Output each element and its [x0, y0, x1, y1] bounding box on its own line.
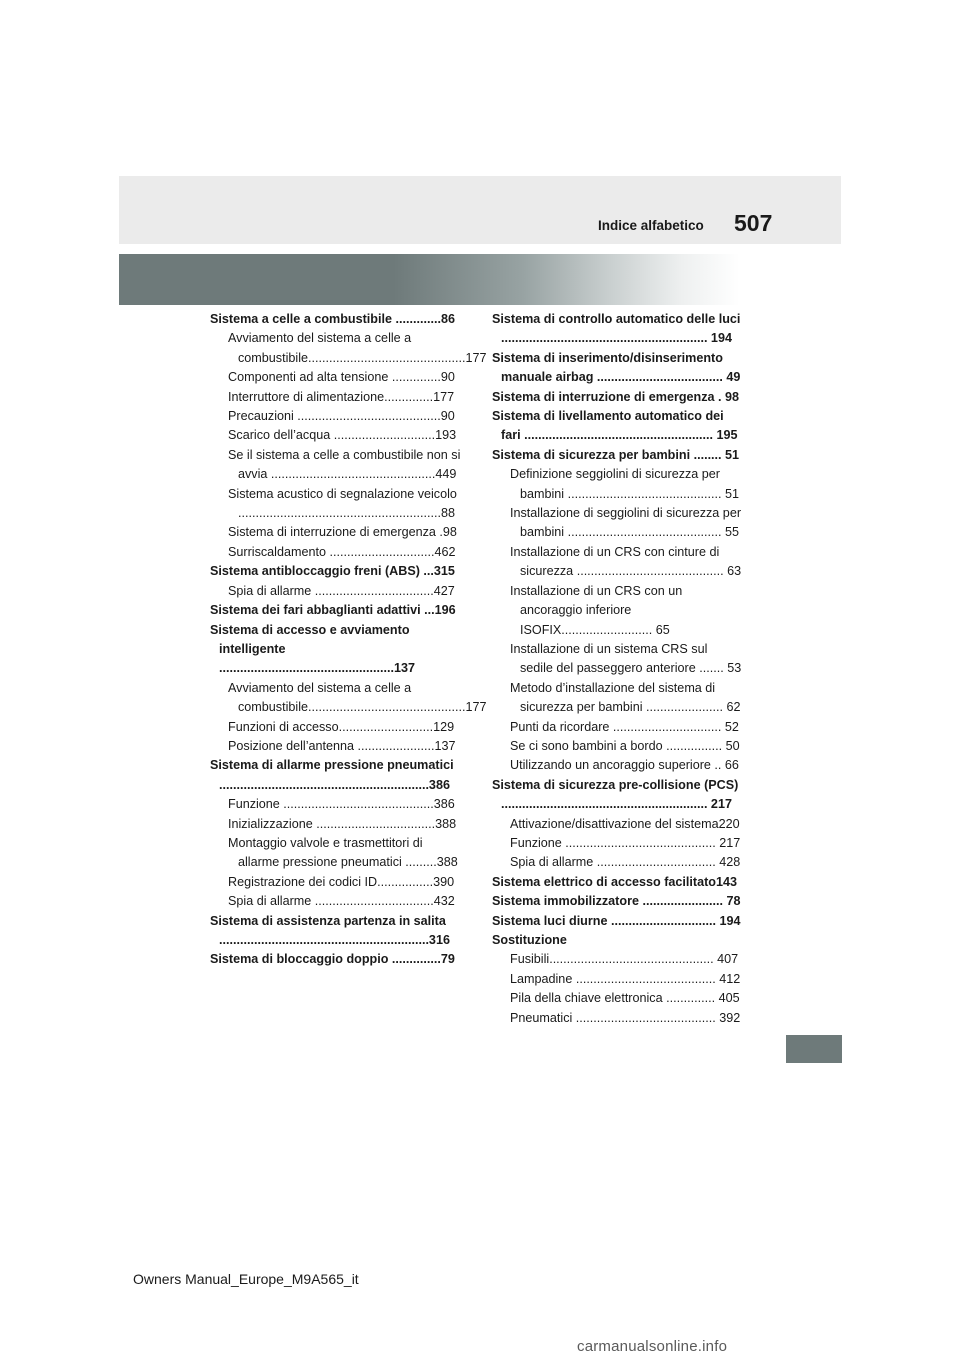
- index-entry: Sistema a celle a combustibile .............86: [210, 312, 455, 326]
- index-subentry: Installazione di un sistema CRS sul sedile del passeggero anteriore ....... 53: [510, 641, 742, 676]
- index-subentry: Surriscaldamento ..............................462: [228, 544, 456, 559]
- index-subentry: Interruttore di alimentazione..............177: [228, 389, 455, 404]
- header-band: [119, 176, 841, 244]
- index-subentry: Funzione ........................................... 217: [510, 835, 741, 850]
- index-subentry: Posizione dell’antenna ......................137: [228, 738, 456, 753]
- index-subentry: Spia di allarme ..................................427: [228, 583, 455, 598]
- index-entry: Sistema di sicurezza pre-collisione (PCS) ........................................................... 217: [492, 777, 739, 812]
- index-subentry: Inizializzazione ..................................388: [228, 816, 457, 831]
- index-column-right: [492, 310, 743, 1028]
- index-entry: Sistema di assistenza partenza in salita ............................................................316: [210, 913, 450, 947]
- index-subentry: Lampadine ........................................ 412: [510, 971, 741, 986]
- index-subentry: Componenti ad alta tensione ..............90: [228, 370, 455, 385]
- index-entry: Sistema di livellamento automatico dei fari ...................................................... 195: [492, 409, 738, 443]
- index-entry: Sistema di accesso e avviamento intelligente ..................................................137: [210, 622, 415, 676]
- index-entry: Sistema di allarme pressione pneumatici ............................................................386: [210, 758, 454, 792]
- index-subentry: Metodo d’installazione del sistema di sicurezza per bambini ...................... 62: [510, 680, 741, 715]
- index-entry: Sistema dei fari abbaglianti adattivi ...196: [210, 603, 456, 618]
- index-entry: Sistema di sicurezza per bambini ........ 51: [492, 447, 740, 462]
- index-subentry: Fusibili............................................... 407: [510, 952, 739, 967]
- index-subentry: Installazione di seggiolini di sicurezza per bambini ............................................ 55: [510, 506, 742, 540]
- section-title: Indice alfabetico: [598, 218, 704, 233]
- index-subentry: Definizione seggiolini di sicurezza per bambini ............................................ 51: [510, 467, 740, 501]
- index-subentry: Installazione di un CRS con cinture di sicurezza .......................................... 63: [510, 544, 742, 579]
- index-entry: Sostituzione: [492, 933, 567, 947]
- index-subentry: Punti da ricordare ............................... 52: [510, 719, 739, 734]
- index-entry: Sistema luci diurne .............................. 194: [492, 913, 741, 928]
- index-subentry: Funzioni di accesso...........................129: [228, 719, 455, 734]
- index-entry: Sistema di interruzione di emergenza . 98: [492, 389, 740, 404]
- index-entry: Sistema immobilizzatore ....................... 78: [492, 894, 741, 909]
- index-subentry: Pneumatici ........................................ 392: [510, 1010, 741, 1025]
- index-subentry: Pila della chiave elettronica .............. 405: [510, 991, 740, 1006]
- index-subentry: Sistema di interruzione di emergenza .98: [228, 525, 457, 540]
- index-subentry: Registrazione dei codici ID................390: [228, 874, 455, 889]
- index-subentry: Attivazione/disattivazione del sistema220: [510, 816, 740, 831]
- index-subentry: Funzione ...........................................386: [228, 797, 455, 812]
- index-subentry: Scarico dell’acqua .............................193: [228, 428, 457, 443]
- index-subentry: Utilizzando un ancoraggio superiore .. 66: [510, 758, 739, 773]
- index-entry: Sistema antibloccaggio freni (ABS) ...315: [210, 564, 455, 579]
- index-subentry: Sistema acustico di segnalazione veicolo ..........................................................88: [228, 486, 457, 521]
- watermark-link[interactable]: carmanualsonline.info: [577, 1338, 728, 1355]
- index-subentry: Se il sistema a celle a combustibile non si avvia ...............................................449: [228, 447, 461, 482]
- index-subentry: Spia di allarme ..................................432: [228, 894, 455, 909]
- chapter-bar: [119, 254, 841, 305]
- index-entry: Sistema di controllo automatico delle luci ........................................................... 194: [492, 312, 741, 346]
- index-entry: Sistema elettrico di accesso facilitato143: [492, 874, 737, 889]
- index-subentry: Avviamento del sistema a celle a combustibile.............................................177: [228, 680, 487, 715]
- page-number: 507: [734, 210, 773, 236]
- manual-id: Owners Manual_Europe_M9A565_it: [133, 1271, 359, 1287]
- index-entry: Sistema di bloccaggio doppio ..............79: [210, 952, 455, 967]
- index-subentry: Se ci sono bambini a bordo ................ 50: [510, 738, 740, 753]
- index-subentry: Avviamento del sistema a celle a combustibile.............................................177: [228, 331, 487, 365]
- index-subentry: Spia di allarme .................................. 428: [510, 855, 741, 870]
- index-subentry: Precauzioni .........................................90: [228, 409, 455, 424]
- index-column-left: [210, 310, 487, 970]
- index-entry: Sistema di inserimento/disinserimento manuale airbag .................................... 49: [492, 350, 741, 385]
- index-subentry: Installazione di un CRS con un ancoraggio inferiore ISOFIX.......................... 65: [510, 583, 683, 637]
- index-subentry: Montaggio valvole e trasmettitori di allarme pressione pneumatici .........388: [228, 835, 458, 870]
- chapter-side-tab: [786, 1035, 842, 1063]
